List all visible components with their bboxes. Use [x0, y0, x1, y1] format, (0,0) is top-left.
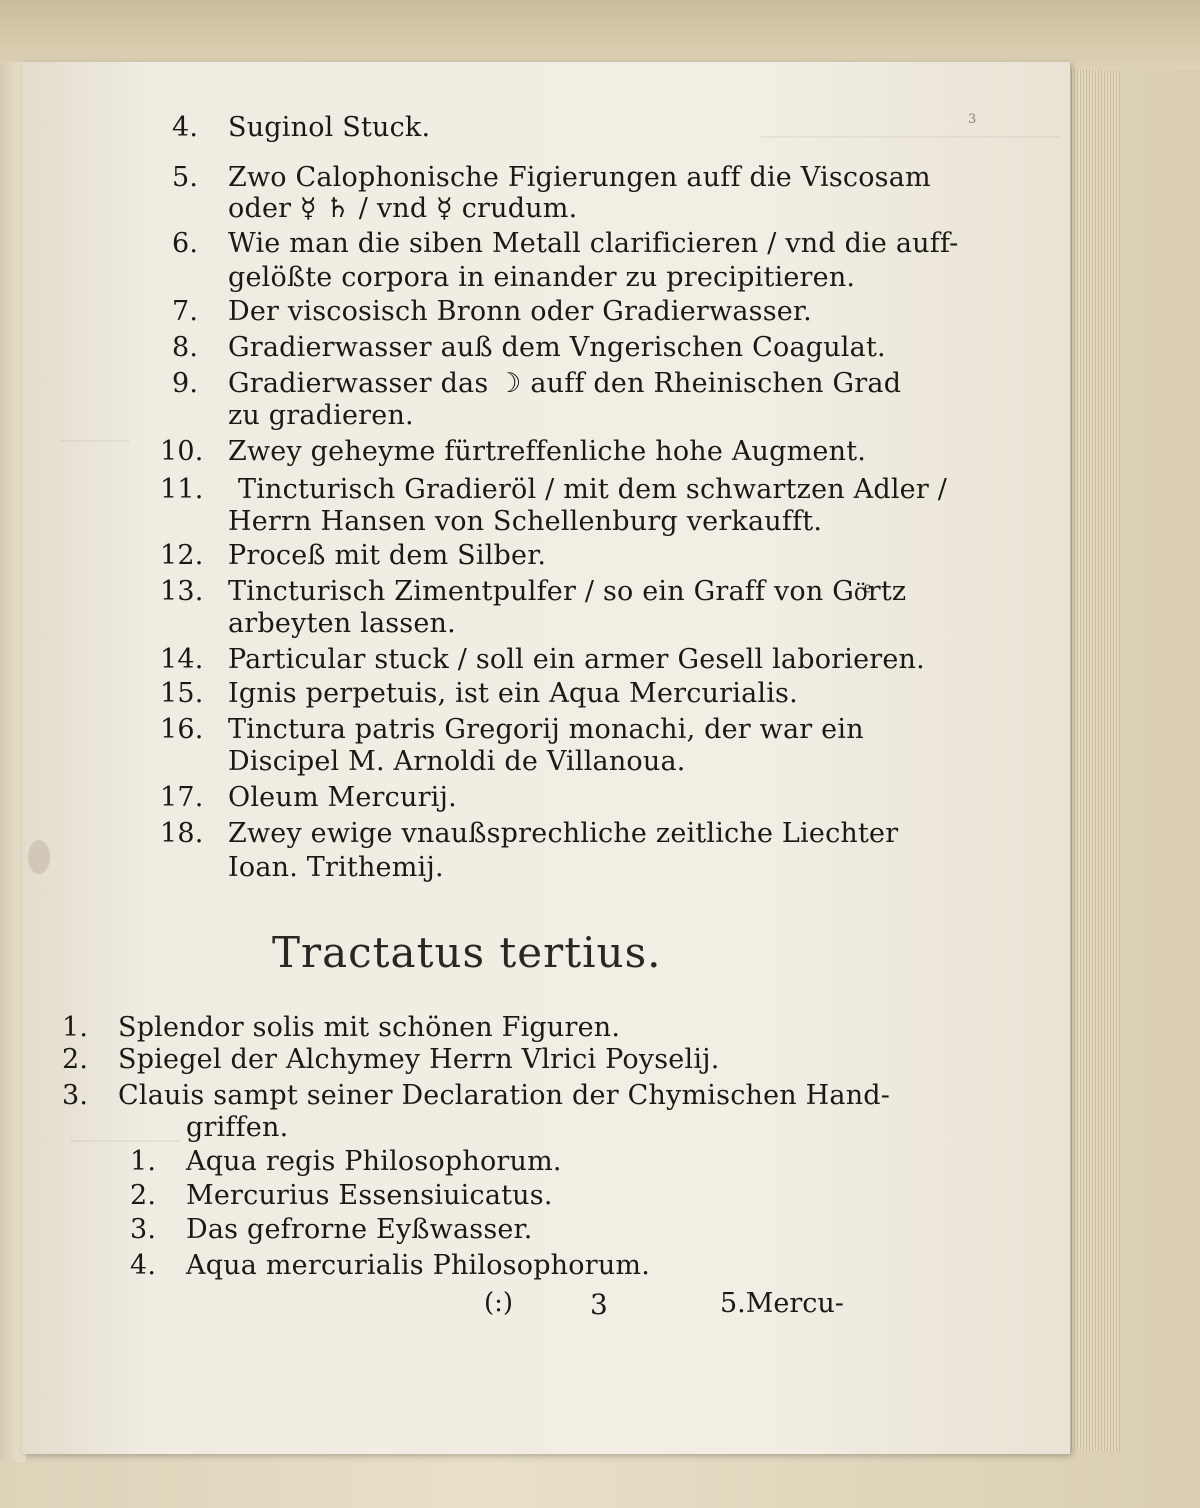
show-through-mark — [760, 110, 1060, 138]
entry-text: Zwey ewige vnaußsprechliche zeitliche Liechter — [228, 818, 899, 849]
item-text: griffen. — [186, 1112, 289, 1143]
entry-text: Tincturisch Zimentpulfer / so ein Graff von Göͤrtz — [228, 576, 907, 607]
entry-number: 11. — [160, 474, 204, 505]
signature-mark: (:) — [484, 1288, 514, 1318]
sub-item-text: Das gefrorne Eyßwasser. — [186, 1214, 533, 1245]
entry-number: 12. — [160, 540, 204, 571]
section-heading: Tractatus tertius. — [272, 928, 662, 977]
entry-number: 10. — [160, 436, 204, 467]
entry-text: zu gradieren. — [228, 400, 414, 431]
entry-number: 17. — [160, 782, 204, 813]
page-corner-number: 3 — [968, 112, 977, 127]
entry-text: Particular stuck / soll ein armer Gesell laborieren. — [228, 644, 925, 675]
entry-text: Zwey geheyme fürtreffenliche hohe Augment. — [228, 436, 867, 467]
entry-text: Oleum Mercurij. — [228, 782, 457, 813]
entry-number: 18. — [160, 818, 204, 849]
entry-text: Tinctura patris Gregorij monachi, der war ein — [228, 714, 864, 745]
entry-text: gelößte corpora in einander zu precipitieren. — [228, 262, 856, 293]
entry-number: 9. — [172, 368, 199, 399]
page-number: 3 — [590, 1288, 608, 1321]
entry-text: Ioan. Trithemij. — [228, 852, 444, 883]
item-number: 1. — [62, 1012, 89, 1043]
sub-item-text: Mercurius Essensiuicatus. — [186, 1180, 553, 1211]
show-through-mark — [70, 1120, 180, 1142]
sub-item-number: 4. — [130, 1250, 157, 1281]
entry-text: Zwo Calophonische Figierungen auff die Viscosam — [228, 162, 931, 193]
entry-text: Wie man die siben Metall clarificieren / vnd die auff- — [228, 228, 959, 259]
sub-item-text: Aqua regis Philosophorum. — [186, 1146, 562, 1177]
entry-text: Gradierwasser das ☽ auff den Rheinischen Grad — [228, 368, 902, 399]
entry-text: Gradierwasser auß dem Vngerischen Coagulat. — [228, 332, 886, 363]
entry-text: oder ☿ ♄ / vnd ☿ crudum. — [228, 193, 578, 224]
sub-item-text: Aqua mercurialis Philosophorum. — [186, 1250, 651, 1281]
entry-number: 15. — [160, 678, 204, 709]
sub-item-number: 2. — [130, 1180, 157, 1211]
sub-item-number: 1. — [130, 1146, 157, 1177]
cover-top-edge — [0, 0, 1200, 70]
catchword: 5.Mercu- — [720, 1288, 844, 1319]
entry-number: 5. — [172, 162, 199, 193]
item-text: Splendor solis mit schönen Figuren. — [118, 1012, 621, 1043]
entry-text: Discipel M. Arnoldi de Villanoua. — [228, 746, 686, 777]
entry-number: 6. — [172, 228, 199, 259]
entry-number: 4. — [172, 112, 199, 143]
entry-text: Herrn Hansen von Schellenburg verkaufft. — [228, 506, 823, 537]
show-through-mark — [60, 420, 130, 442]
entry-number: 16. — [160, 714, 204, 745]
entry-number: 13. — [160, 576, 204, 607]
entry-text: Proceß mit dem Silber. — [228, 540, 547, 571]
stain-spot — [28, 840, 50, 874]
item-text: Clauis sampt seiner Declaration der Chymischen Hand- — [118, 1080, 891, 1111]
entry-text: Tincturisch Gradieröl / mit dem schwartzen Adler / — [238, 474, 948, 505]
entry-text: Suginol Stuck. — [228, 112, 431, 143]
entry-number: 14. — [160, 644, 204, 675]
entry-text: arbeyten lassen. — [228, 608, 456, 639]
entry-number: 8. — [172, 332, 199, 363]
sub-item-number: 3. — [130, 1214, 157, 1245]
entry-text: Der viscosisch Bronn oder Gradierwasser. — [228, 296, 812, 327]
entry-number: 7. — [172, 296, 199, 327]
item-number: 3. — [62, 1080, 89, 1111]
item-number: 2. — [62, 1044, 89, 1075]
item-text: Spiegel der Alchymey Herrn Vlrici Poyselij. — [118, 1044, 720, 1075]
entry-text: Ignis perpetuis, ist ein Aqua Mercurialis. — [228, 678, 798, 709]
